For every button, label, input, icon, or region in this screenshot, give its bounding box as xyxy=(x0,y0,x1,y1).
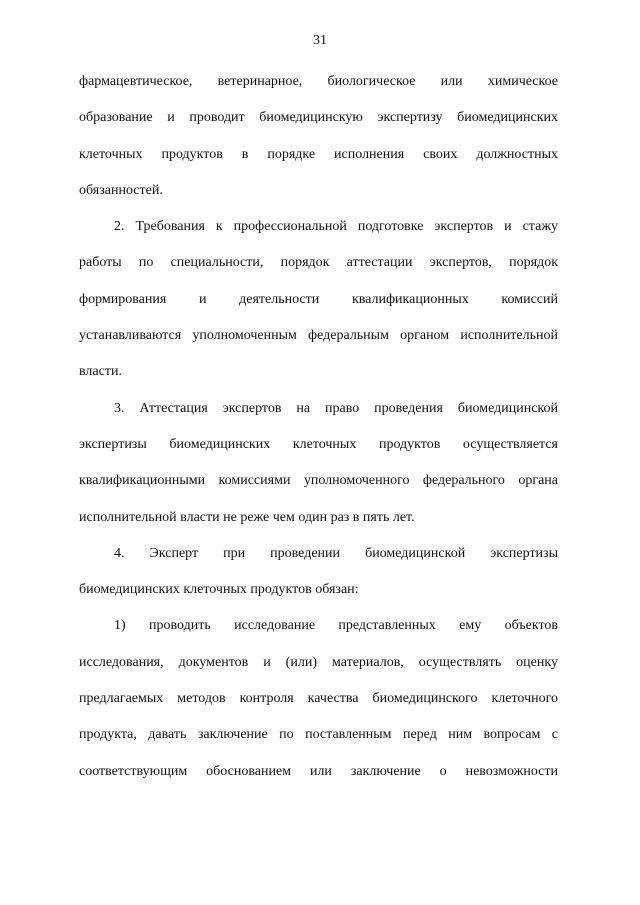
text-line: устанавливаются уполномоченным федеральным органом исполнительной xyxy=(79,328,558,344)
text-line: работы по специальности, порядок аттестации экспертов, порядок xyxy=(79,255,558,271)
text-line: продукта, давать заключение по поставленным перед ним вопросам с xyxy=(79,727,558,743)
paragraph-4-item-1 xyxy=(79,608,558,789)
paragraph-4 xyxy=(79,536,558,609)
text-line: квалификационными комиссиями уполномоченного федерального органа xyxy=(79,473,558,489)
text-line: 2. Требования к профессиональной подготовке экспертов и стажу xyxy=(114,219,558,235)
text-line: соответствующим обоснованием или заключение о невозможности xyxy=(79,763,558,779)
paragraph-continuation xyxy=(79,64,558,209)
paragraph-2 xyxy=(79,209,558,390)
text-line: предлагаемых методов контроля качества биомедицинского клеточного xyxy=(79,691,558,707)
text-line: исполнительной власти не реже чем один раз в пять лет. xyxy=(79,509,415,525)
text-line: 3. Аттестация экспертов на право проведения биомедицинской xyxy=(114,400,558,416)
text-line: клеточных продуктов в порядке исполнения своих должностных xyxy=(79,146,558,162)
text-line: фармацевтическое, ветеринарное, биологическое или химическое xyxy=(79,74,558,89)
text-line: экспертизы биомедицинских клеточных продуктов осуществляется xyxy=(79,436,558,452)
text-line: 4. Эксперт при проведении биомедицинской экспертизы xyxy=(114,545,558,561)
text-line: биомедицинских клеточных продуктов обязан: xyxy=(79,582,359,598)
text-line: исследования, документов и (или) материалов, осуществлять оценку xyxy=(79,654,558,670)
text-line: власти. xyxy=(79,364,122,380)
text-line: образование и проводит биомедицинскую экспертизу биомедицинских xyxy=(79,110,558,126)
text-line: формирования и деятельности квалификационных комиссий xyxy=(79,291,558,307)
paragraph-3 xyxy=(79,391,558,536)
page-number: 31 xyxy=(313,33,327,48)
text-line: обязанностей. xyxy=(79,182,163,198)
text-line: 1) проводить исследование представленных ему объектов xyxy=(114,618,558,634)
document-body xyxy=(79,64,558,790)
